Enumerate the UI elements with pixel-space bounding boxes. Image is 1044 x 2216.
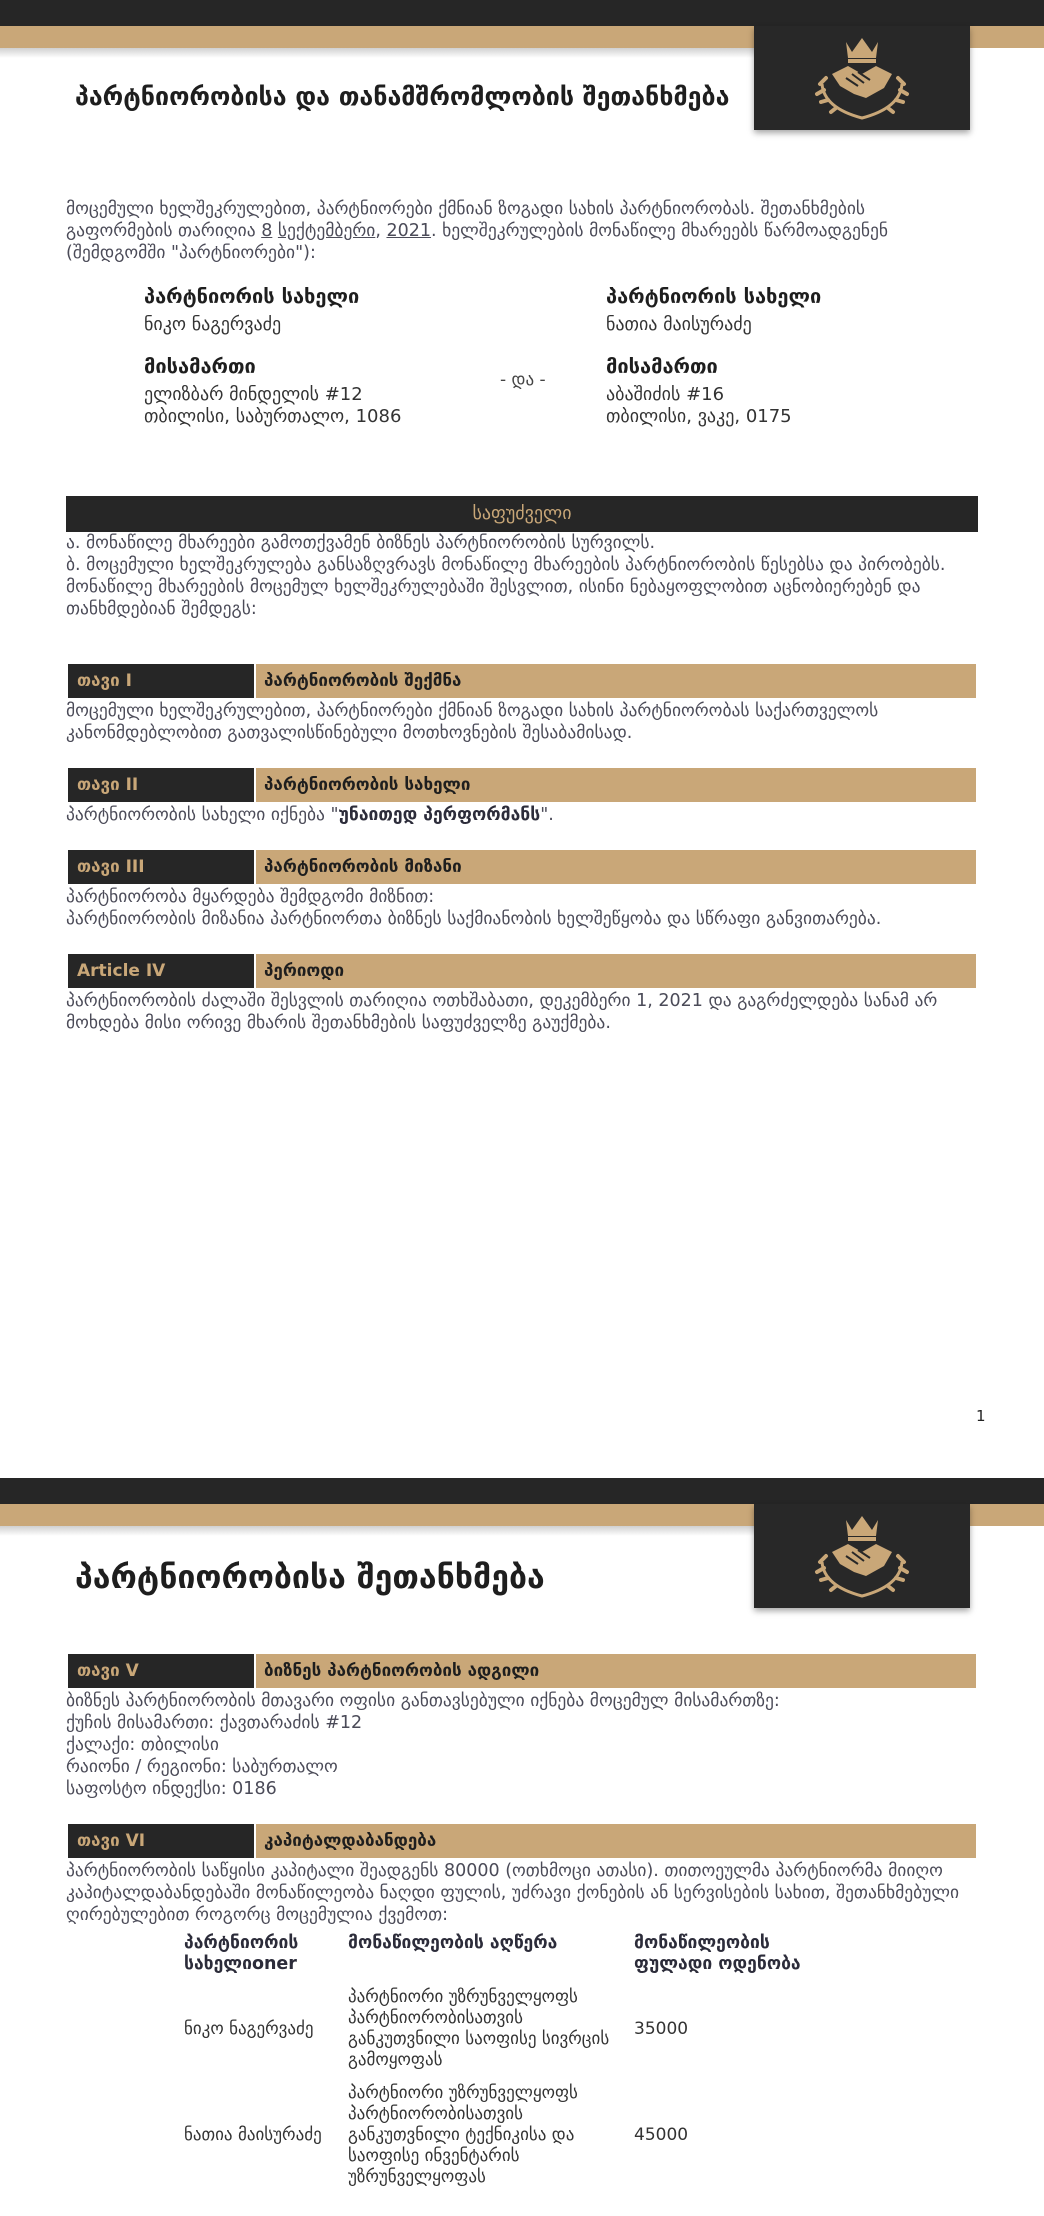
article-number: თავი I — [68, 664, 254, 698]
partner-name-cell: ნიკო ნაგერვაძე — [184, 2018, 314, 2039]
article-title: პარტნიორობის სახელი — [256, 768, 976, 802]
table-header: მონაწილეობის ფულადი ოდენობა — [634, 1933, 801, 1974]
table-header: მონაწილეობის აღწერა — [348, 1933, 558, 1953]
header-dark-bar — [0, 1478, 1044, 1504]
article-title: ბიზნეს პარტნიორობის ადგილი — [256, 1654, 976, 1688]
article-header-2 — [66, 768, 976, 802]
article-header-3 — [66, 850, 976, 884]
table-header: პარტნიორის სახელიoner — [184, 1933, 299, 1974]
partner-name: ნიკო ნაგერვაძე — [144, 314, 282, 335]
article-number: თავი V — [68, 1654, 254, 1688]
document-title: პარტნიორობისა და თანამშრომლობის შეთანხმება — [75, 82, 730, 111]
basis-paragraph — [66, 532, 976, 620]
address-line-2: თბილისი, საბურთალო, 1086 — [144, 406, 402, 427]
article-number: თავი VI — [68, 1824, 254, 1858]
partner-right — [606, 284, 821, 428]
date-month: სექტემბერი — [277, 221, 376, 241]
article-header-4 — [66, 954, 976, 988]
address-line: საფოსტო ინდექსი: 0186 — [66, 1779, 277, 1799]
address-line: ქუჩის მისამართი: ქავთარაძის #12 — [66, 1713, 363, 1733]
table-row — [178, 1981, 828, 2077]
article-body-2: პარტნიორობის სახელი იქნება "უნაითედ პერფორმანს". — [66, 805, 554, 825]
article-body-6: პარტნიორობის საწყისი კაპიტალი შეადგენს 80000 (ოთხმოცი ათასი). თითოეულმა პარტნიორმა მიიღო კაპიტალდაბანდებაში მონაწილეობა ნაღდი ფულის, უძრავი ქონების ან სერვისების სახით, შეთანხმებული ღირებულებით როგორც მოცემულია ქვემოთ: — [66, 1861, 960, 1925]
article-body-3: პარტნიორობა მყარდება შემდგომი მიზნით: პარტნიორობის მიზანია პარტნიორთა ბიზნეს საქმიანობის ხელშეწყობა და სწრაფი განვითარება. — [66, 887, 882, 929]
date-day: 8 — [261, 221, 273, 241]
amount-cell: 45000 — [634, 2125, 689, 2145]
address-line: ქალაქი: თბილისი — [66, 1735, 219, 1755]
article-title: კაპიტალდაბანდება — [256, 1824, 976, 1858]
handshake-crown-logo-icon — [754, 26, 970, 130]
article-title: პარტნიორობის მიზანი — [256, 850, 976, 884]
basis-line: მონაწილე მხარეების მოცემულ ხელშეკრულებაში შესვლით, ისინი ნებაყოფლობით აცნობიერებენ და თანხმდებიან შემდეგს: — [66, 577, 921, 619]
article-header-6 — [66, 1824, 976, 1858]
intro-paragraph: მოცემული ხელშეკრულებით, პარტნიორები ქმნიან ზოგადი სახის პარტნიორობას. შეთანხმების გაფორმების თარიღია 8 სექტემბერი, 2021. ხელშეკრულების მონაწილე მხარეებს წარმოადგენენ (შემდგომში "პარტნიორები"): — [66, 199, 889, 263]
amount-cell: 35000 — [634, 2018, 689, 2039]
partner-name-label: პარტნიორის სახელი — [606, 284, 822, 308]
table-row — [178, 2077, 828, 2194]
document-page-2 — [0, 1478, 1044, 2216]
address-label: მისამართი — [144, 354, 256, 378]
logo-box — [754, 1504, 970, 1608]
article-header-5 — [66, 1654, 976, 1688]
description-cell: პარტნიორი უზრუნველყოფს პარტნიორობისათვის განკუთვნილი საოფისე სივრცის გამოყოფას — [348, 1987, 610, 2070]
header-dark-bar — [0, 0, 1044, 26]
basis-line: ა. მონაწილე მხარეები გამოთქვამენ ბიზნეს პარტნიორობის სურვილს. — [66, 533, 656, 553]
article-number: თავი II — [68, 768, 254, 802]
contribution-table — [178, 1933, 828, 2194]
address-line-2: თბილისი, ვაკე, 0175 — [606, 406, 792, 427]
address-line-1: ელიზბარ მინდელის #12 — [144, 384, 363, 405]
header-shadow — [0, 1526, 754, 1536]
document-title: პარტნიორობისა შეთანხმება — [75, 1558, 545, 1596]
article-body-5 — [66, 1690, 976, 1800]
table-header-row — [178, 1933, 828, 1981]
logo-box — [754, 26, 970, 130]
basis-line: ბ. მოცემული ხელშეკრულება განსაზღვრავს მონაწილე მხარეების პარტნიორობის წესებსა და პირობებს. — [66, 555, 946, 575]
address-label: მისამართი — [606, 354, 718, 378]
partner-name-cell: ნათია მაისურაძე — [184, 2125, 322, 2145]
article-title: პარტნიორობის შექმნა — [256, 664, 976, 698]
address-line: ბიზნეს პარტნიორობის მთავარი ოფისი განთავსებული იქნება მოცემულ მისამართზე: — [66, 1691, 780, 1711]
date-year: 2021 — [386, 221, 432, 241]
page-number: 1 — [976, 1407, 986, 1425]
article-number: თავი III — [68, 850, 254, 884]
handshake-crown-logo-icon — [754, 1504, 970, 1608]
address-line-1: აბაშიძის #16 — [606, 384, 725, 405]
partnership-name: უნაითედ პერფორმანს — [338, 805, 541, 825]
article-number: Article IV — [68, 954, 254, 988]
partner-name: ნათია მაისურაძე — [606, 314, 752, 335]
header-shadow — [0, 48, 754, 58]
article-title: პერიოდი — [256, 954, 976, 988]
article-body-1: მოცემული ხელშეკრულებით, პარტნიორები ქმნიან ზოგადი სახის პარტნიორობას საქართველოს კანონმდებლობით გათვალისწინებული მოთხოვნების შესაბამისად. — [66, 701, 879, 743]
partner-left — [144, 284, 401, 428]
partner-name-label: პარტნიორის სახელი — [144, 284, 360, 308]
address-line: რაიონი / რეგიონი: საბურთალო — [66, 1757, 338, 1777]
and-separator: - და - — [500, 370, 546, 390]
basis-banner: საფუძველი — [66, 496, 978, 532]
article-header-1 — [66, 664, 976, 698]
description-cell: პარტნიორი უზრუნველყოფს პარტნიორობისათვის განკუთვნილი ტექნიკისა და საოფისე ინვენტარის უზრუნველყოფას — [348, 2083, 578, 2187]
article-body-4: პარტნიორობის ძალაში შესვლის თარიღია ოთხშაბათი, დეკემბერი 1, 2021 და გაგრძელდება სანამ არ მოხდება მისი ორივე მხარის შეთანხმების საფუძველზე გაუქმება. — [66, 991, 938, 1033]
